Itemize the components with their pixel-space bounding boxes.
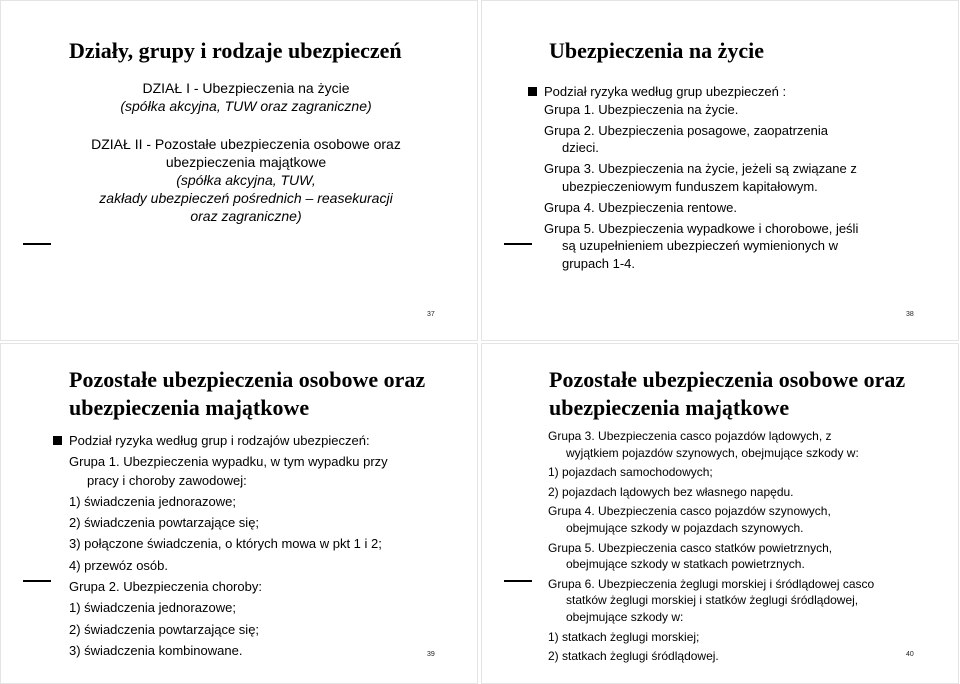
- group-line: Grupa 4. Ubezpieczenia rentowe.: [544, 199, 737, 215]
- group-line: Grupa 2. Ubezpieczenia choroby:: [69, 579, 262, 595]
- dzial-2-heading-cont: ubezpieczenia majątkowe: [165, 154, 327, 170]
- slide-title: Ubezpieczenia na życie: [549, 38, 765, 63]
- slide-title: Pozostałe ubezpieczenia osobowe oraz ubezpieczenia majątkowe: [549, 367, 906, 420]
- item-line: 2) świadczenia powtarzające się;: [69, 515, 260, 531]
- group-line: Grupa 1. Ubezpieczenia na życie.: [544, 101, 739, 117]
- group-line-cont: obejmujące szkody w statkach powietrznych.: [566, 557, 805, 572]
- dzial-2-note: oraz zagraniczne): [190, 208, 302, 224]
- group-line: Grupa 5. Ubezpieczenia casco statków powietrznych,: [548, 540, 833, 555]
- group-line: Grupa 5. Ubezpieczenia wypadkowe i chorobowe, jeśli: [544, 220, 859, 236]
- dzial-2-heading: DZIAŁ II - Pozostałe ubezpieczenia osobowe oraz: [91, 136, 401, 152]
- slide-marker: [504, 580, 532, 582]
- slide-38: [481, 0, 959, 341]
- group-line-cont: wyjątkiem pojazdów szynowych, obejmujące szkody w:: [566, 445, 859, 460]
- dzial-2-note: (spółka akcyjna, TUW,: [176, 172, 316, 188]
- group-line: Grupa 2. Ubezpieczenia posagowe, zaopatrzenia: [544, 122, 829, 138]
- square-bullet-icon: [528, 87, 537, 96]
- slide-title: Pozostałe ubezpieczenia osobowe oraz ubezpieczenia majątkowe: [69, 367, 426, 420]
- page-number: 40: [906, 651, 914, 658]
- slide-content: [548, 428, 874, 665]
- dzial-1-block: [41, 79, 451, 115]
- bullet-item: Podział ryzyka według grup ubezpieczeń :: [528, 83, 858, 101]
- group-line-cont: są uzupełnieniem ubezpieczeń wymienionych w: [562, 238, 839, 254]
- dzial-1-heading: DZIAŁ I - Ubezpieczenia na życie: [142, 80, 350, 96]
- slide-marker: [504, 243, 532, 245]
- dzial-2-block: [41, 135, 451, 225]
- group-line-cont: pracy i choroby zawodowej:: [87, 472, 247, 488]
- slide-40: [481, 343, 959, 684]
- item-line: 4) przewóz osób.: [69, 557, 168, 573]
- item-line: 3) połączone świadczenia, o których mowa w pkt 1 i 2;: [69, 536, 382, 552]
- page-number: 37: [427, 311, 435, 318]
- group-line-cont: obejmujące szkody w:: [566, 609, 684, 624]
- group-line-cont: grupach 1-4.: [562, 256, 635, 272]
- group-line: Grupa 4. Ubezpieczenia casco pojazdów szynowych,: [548, 504, 831, 519]
- page-number: 38: [906, 311, 914, 318]
- item-line: 1) świadczenia jednorazowe;: [69, 600, 236, 616]
- group-line-cont: statków żeglugi morskiej i statków żeglugi śródlądowej,: [566, 593, 859, 608]
- dzial-2-note: zakłady ubezpieczeń pośrednich – reasekuracji: [99, 190, 393, 206]
- square-bullet-icon: [53, 436, 62, 445]
- item-line: 1) świadczenia jednorazowe;: [69, 493, 236, 509]
- item-line: 3) świadczenia kombinowane.: [69, 642, 243, 658]
- group-line-cont: obejmujące szkody w pojazdach szynowych.: [566, 520, 804, 535]
- item-line: 2) świadczenia powtarzające się;: [69, 621, 260, 637]
- slide-marker: [23, 580, 51, 582]
- group-line: Grupa 3. Ubezpieczenia casco pojazdów lądowych, z: [548, 429, 832, 443]
- page-number: 39: [427, 651, 435, 658]
- item-line: 2) statkach żeglugi śródlądowej.: [548, 649, 719, 664]
- dzial-1-note: (spółka akcyjna, TUW oraz zagraniczne): [120, 98, 372, 114]
- item-line: 1) pojazdach samochodowych;: [548, 465, 713, 480]
- group-line: Grupa 6. Ubezpieczenia żeglugi morskiej i śródlądowej casco: [548, 576, 875, 591]
- slide-title: Działy, grupy i rodzaje ubezpieczeń: [69, 38, 402, 63]
- group-line-cont: ubezpieczeniowym funduszem kapitałowym.: [562, 178, 818, 194]
- item-line: 2) pojazdach lądowych bez własnego napędu.: [548, 484, 794, 499]
- bullet-item: Podział ryzyka według grup i rodzajów ubezpieczeń:: [53, 430, 388, 451]
- group-line-cont: dzieci.: [562, 140, 599, 156]
- slide-37: [0, 0, 478, 341]
- group-line: Grupa 3. Ubezpieczenia na życie, jeżeli są związane z: [544, 161, 857, 177]
- slide-39: [0, 343, 478, 684]
- group-line: Grupa 1. Ubezpieczenia wypadku, w tym wypadku przy: [69, 454, 388, 470]
- slide-content: [544, 83, 858, 273]
- item-line: 1) statkach żeglugi morskiej;: [548, 629, 700, 644]
- slide-marker: [23, 243, 51, 245]
- slide-content: [69, 430, 388, 661]
